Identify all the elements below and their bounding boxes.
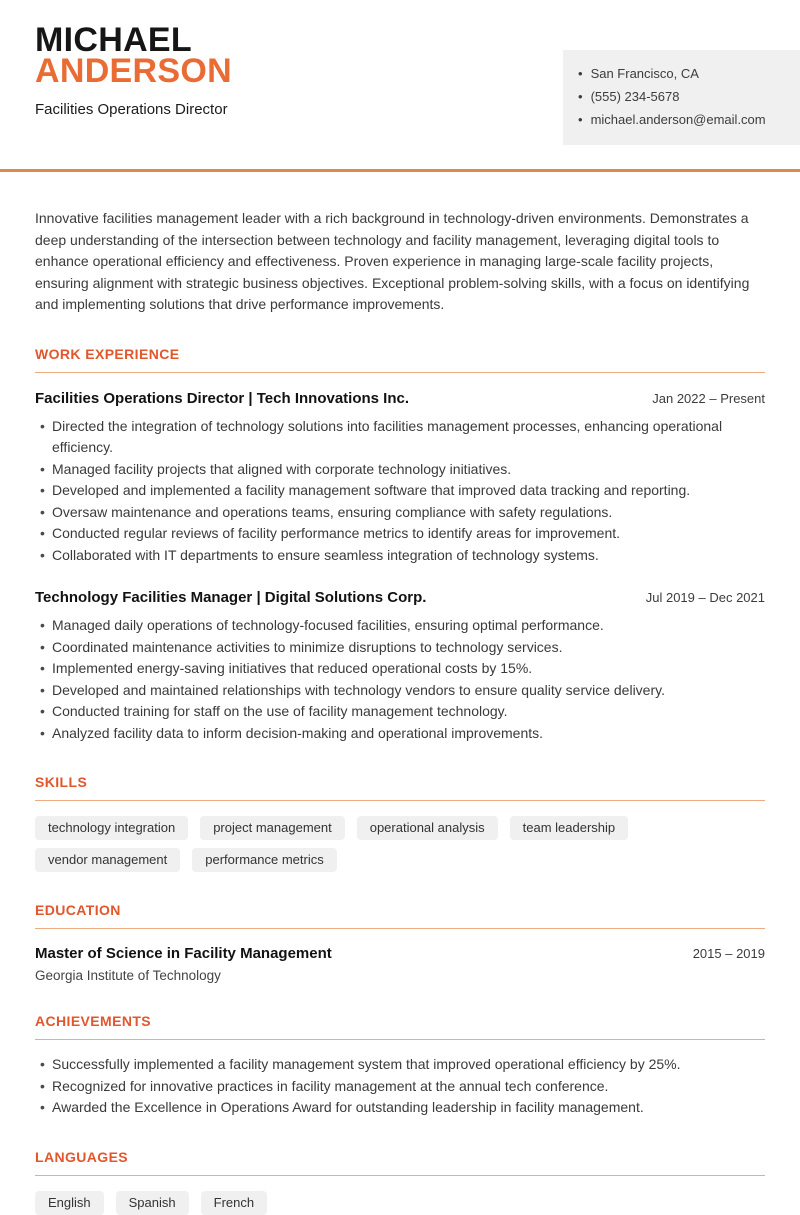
contact-email: • michael.anderson@email.com xyxy=(578,109,790,132)
job-bullet: • Conducted regular reviews of facility performance metrics to identify areas for improvement. xyxy=(35,523,765,545)
job-bullet: • Developed and implemented a facility management software that improved data tracking and reporting. xyxy=(35,480,765,502)
education-header xyxy=(35,945,765,962)
skills-tag-list xyxy=(35,816,765,872)
job-bullet: • Managed daily operations of technology-focused facilities, ensuring optimal performance. xyxy=(35,615,765,637)
language-tag: French xyxy=(201,1191,267,1215)
summary-paragraph: Innovative facilities management leader with a rich background in technology-driven environments. Demonstrates a deep understanding of the intersection between technology and facility management, leveraging digital tools to enhance operational efficiency and effectiveness. Proven experience in managing large-scale facility projects, ensuring alignment with strategic business objectives. Exceptional problem-solving skills, with a focus on identifying and implementing solutions that drive performance improvements. xyxy=(35,210,750,312)
header-divider xyxy=(0,169,800,172)
skill-tag: technology integration xyxy=(35,816,188,840)
section-achievements xyxy=(35,1013,765,1119)
job-title-company: Technology Facilities Manager | Digital Solutions Corp. xyxy=(35,589,427,606)
job-header xyxy=(35,589,765,606)
job-bullet: • Implemented energy-saving initiatives that reduced operational costs by 15%. xyxy=(35,658,765,680)
skill-tag: operational analysis xyxy=(357,816,498,840)
job-dates: Jan 2022 – Present xyxy=(652,390,765,406)
contact-box xyxy=(563,50,800,145)
resume-body xyxy=(0,208,800,1215)
section-education xyxy=(35,902,765,983)
education-degree: Master of Science in Facility Management xyxy=(35,945,332,962)
job-entry xyxy=(35,390,765,567)
skill-tag: performance metrics xyxy=(192,848,336,872)
skill-tag: vendor management xyxy=(35,848,180,872)
achievement-bullet: • Successfully implemented a facility management system that improved operational efficiency by 25%. xyxy=(35,1054,765,1076)
language-tag: English xyxy=(35,1191,104,1215)
skill-tag: team leadership xyxy=(510,816,629,840)
job-bullet: • Directed the integration of technology solutions into facilities management processes, enhancing operational efficiency. xyxy=(35,416,765,459)
education-dates: 2015 – 2019 xyxy=(692,946,765,961)
languages-tag-list xyxy=(35,1191,765,1215)
skill-tag: project management xyxy=(200,816,345,840)
first-name: MICHAEL xyxy=(35,21,192,59)
achievements-list xyxy=(35,1054,765,1119)
job-bullet: • Developed and maintained relationships with technology vendors to ensure quality service delivery. xyxy=(35,680,765,702)
person-job-title: Facilities Operations Director xyxy=(35,101,228,118)
achievement-bullet: • Awarded the Excellence in Operations Award for outstanding leadership in facility management. xyxy=(35,1097,765,1119)
job-bullet-list xyxy=(35,615,765,744)
achievements-title: ACHIEVEMENTS xyxy=(35,1013,765,1040)
resume-header xyxy=(0,0,800,145)
job-bullet-list xyxy=(35,416,765,567)
job-bullet: • Conducted training for staff on the use of facility management technology. xyxy=(35,701,765,723)
job-bullet: • Analyzed facility data to inform decision-making and operational improvements. xyxy=(35,723,765,745)
last-name: ANDERSON xyxy=(35,52,232,90)
contact-location: • San Francisco, CA xyxy=(578,63,790,86)
education-school: Georgia Institute of Technology xyxy=(35,968,221,983)
work-experience-title: WORK EXPERIENCE xyxy=(35,346,765,373)
languages-title: LANGUAGES xyxy=(35,1149,765,1176)
language-tag: Spanish xyxy=(116,1191,189,1215)
contact-phone: • (555) 234-5678 xyxy=(578,86,790,109)
job-header xyxy=(35,390,765,407)
job-bullet: • Coordinated maintenance activities to minimize disruptions to technology services. xyxy=(35,637,765,659)
person-name xyxy=(35,21,232,90)
section-languages xyxy=(35,1149,765,1215)
name-block xyxy=(35,21,232,118)
section-skills xyxy=(35,774,765,872)
education-title: EDUCATION xyxy=(35,902,765,929)
job-title-company: Facilities Operations Director | Tech Innovations Inc. xyxy=(35,389,410,407)
job-bullet: • Managed facility projects that aligned with corporate technology initiatives. xyxy=(35,459,765,481)
section-work-experience xyxy=(35,346,765,745)
job-bullet: • Collaborated with IT departments to ensure seamless integration of technology systems. xyxy=(35,545,765,567)
job-entry xyxy=(35,589,765,744)
job-dates: Jul 2019 – Dec 2021 xyxy=(645,590,765,605)
achievement-bullet: • Recognized for innovative practices in facility management at the annual tech conference. xyxy=(35,1076,765,1098)
education-entry xyxy=(35,945,765,983)
job-bullet: • Oversaw maintenance and operations teams, ensuring compliance with safety regulations. xyxy=(35,502,765,524)
skills-title: SKILLS xyxy=(35,774,765,801)
